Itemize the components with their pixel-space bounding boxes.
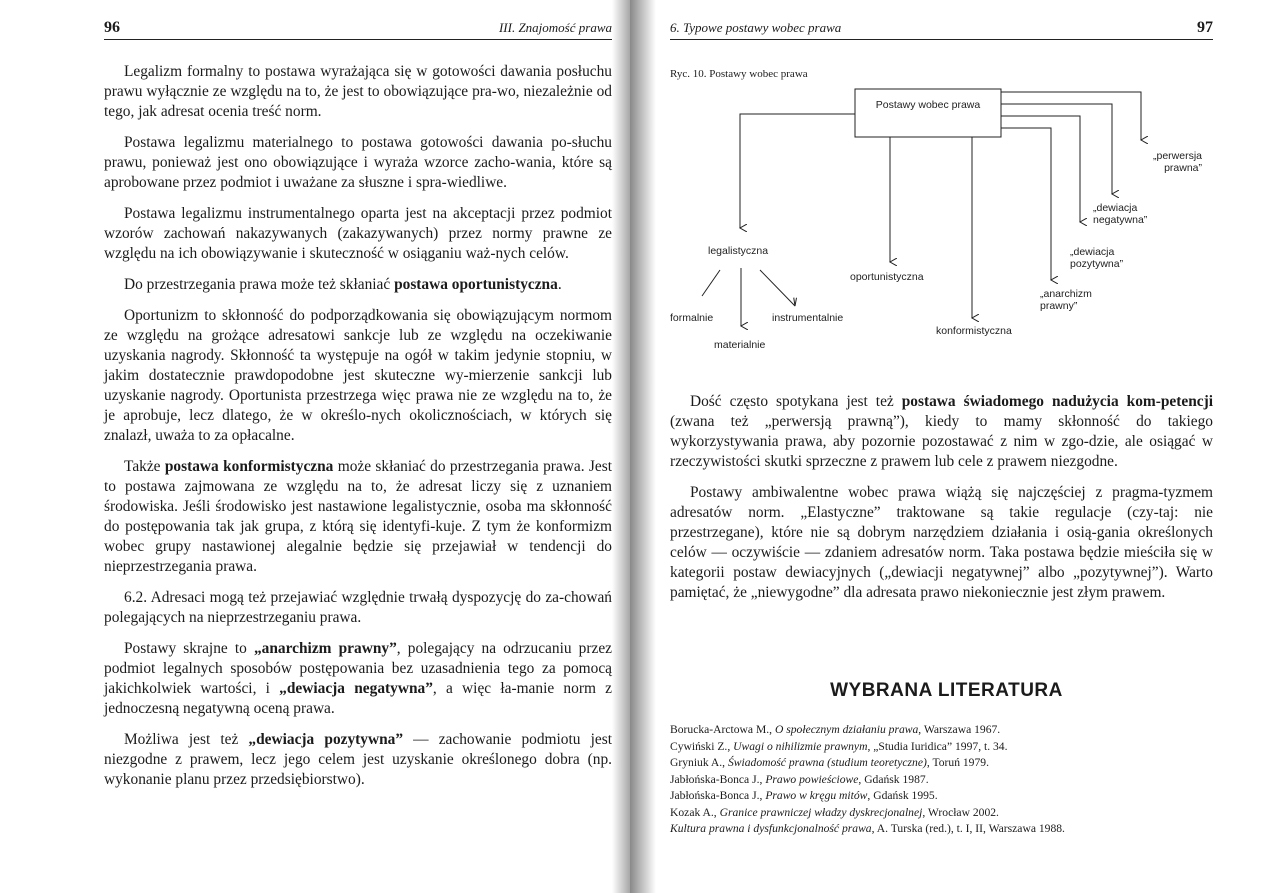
bib-title: Prawo w kręgu mitów: [765, 789, 868, 802]
bib-publication: , Warszawa 1967.: [918, 723, 1001, 736]
bib-title: Uwagi o nihilizmie prawnym: [733, 739, 868, 753]
diagram-root-label: Postawy wobec prawa: [875, 99, 981, 111]
bibliography-list: [670, 722, 1230, 838]
bib-publication: , Toruń 1979.: [926, 756, 989, 769]
figure-caption: Ryc. 10. Postawy wobec prawa: [670, 68, 808, 80]
bib-author: Borucka-Arctowa M.,: [670, 723, 775, 736]
diagram-node-materialnie: materialnie: [714, 339, 766, 351]
paragraph: Legalizm formalny to postawa wyrażająca się w gotowości dawania posłuchu prawu wyłącznie ze względu na to, że jest to obowiązujące pra-wo, niezależnie od tego, jak adresat ocenia treść norm.: [104, 63, 612, 120]
diagram-node-anarchizm: „anarchizm prawny”: [1040, 288, 1092, 312]
running-head: 6. Typowe postawy wobec prawa: [670, 20, 842, 35]
bibliography-entry: [670, 755, 1230, 772]
edge-formalnie: [702, 270, 720, 296]
bib-publication: , „Studia Iuridica” 1997, t. 34.: [867, 739, 1008, 753]
running-head: III. Znajomość prawa: [498, 20, 612, 35]
paragraph: Postawa legalizmu instrumentalnego oparta jest na akceptacji przez podmiot wzorów zachowań nakazywanych (zakazywanych) przez normy prawne ze względu na ich obowiązywanie i skuteczność w osiąganiu waż-nych celów.: [104, 205, 612, 262]
book-gutter-shadow: [630, 0, 656, 893]
page-number: 97: [1197, 19, 1213, 36]
left-body-text: [104, 62, 612, 801]
edge-legalistyczna: [740, 114, 855, 228]
bib-author: Jabłońska-Bonca J.,: [670, 789, 766, 802]
right-body-text: [670, 392, 1213, 614]
edge-dewiacja-pozytywna: [1001, 116, 1080, 222]
page-number: 96: [104, 19, 120, 36]
bib-author: Cywiński Z.,: [670, 739, 734, 753]
paragraph: Postawy skrajne to „anarchizm prawny”, polegający na odrzucaniu przez podmiot legalnych sposobów postępowania bez uzasadnienia tego za pomocą jakichkolwiek wartości, i „dewiacja negatywna”, a więc ła-manie norm z jednoczesną negatywną oceną prawa.: [104, 640, 612, 717]
bib-publication: , Gdańsk 1995.: [867, 789, 938, 802]
bibliography-entry: [670, 772, 1230, 789]
bib-author: Kozak A.,: [670, 805, 720, 819]
bibliography-entry: [670, 722, 1230, 739]
section-heading: WYBRANA LITERATURA: [830, 680, 1063, 701]
diagram-node-dewiacja-negatywna: „dewiacja negatywna”: [1093, 202, 1148, 226]
edge-instrumentalnie: [760, 270, 795, 306]
diagram-node-perwersja: „perwersja prawna”: [1152, 150, 1202, 174]
diagram-node-instrumentalnie: instrumentalnie: [772, 312, 844, 324]
diagram-node-formalnie: formalnie: [670, 312, 714, 324]
bib-author: Jabłońska-Bonca J.,: [670, 772, 766, 786]
paragraph: Do przestrzegania prawa może też skłaniać postawa oportunistyczna.: [124, 276, 562, 293]
paragraph: Oportunizm to skłonność do podporządkowania się obowiązującym normom ze względu na grożące adresatowi sankcje lub ze względu na oczekiwanie uzyskania nagrody. Skłonność ta występuje na ogół w takim jedynie stopniu, w jakim dostatecznie prawdopodobne jest skuteczne wy-mierzenie sankcji lub uzyskanie nagrody. Oportunista przestrzega więc prawa nie ze względu na to, że je aprobuje, lecz dlatego, że w określo-nych okolicznościach, w których się znalazł, uważa to za opłacalne.: [104, 307, 612, 444]
paragraph: Także postawa konformistyczna może skłaniać do przestrzegania prawa. Jest to postawa zajmowana ze względu na to, że adresat liczy się z uznaniem środowiska. Jeśli środowisko jest nastawione legalistycznie, osoba ma skłonność do postępowania tak jak grupa, z którą się identyfi-kuje. Z tym że konformizm wobec grupy nastawionej alegalnie będzie się przejawiał w tendencji do nieprzestrzegania prawa.: [104, 458, 612, 575]
bib-author: Gryniuk A.,: [670, 756, 728, 769]
bib-title: Prawo powieściowe: [765, 772, 859, 786]
edge-dewiacja-negatywna: [1001, 104, 1112, 194]
bib-publication: , A. Turska (red.), t. I, II, Warszawa 1988.: [871, 822, 1065, 835]
header-rule: [104, 39, 612, 40]
bib-title: Granice prawniczej władzy dyskrecjonalnej: [719, 805, 923, 819]
bibliography-entry: [670, 788, 1230, 805]
bibliography-entry: [670, 739, 1230, 756]
left-page: [0, 0, 630, 893]
bibliography-entry: [670, 821, 1230, 838]
diagram-node-konformistyczna: konformistyczna: [936, 325, 1012, 337]
root-box: [855, 89, 1001, 137]
attitudes-diagram: [630, 0, 1263, 380]
bib-publication: , Gdańsk 1987.: [858, 772, 929, 786]
paragraph: Możliwa jest też „dewiacja pozytywna” — zachowanie podmiotu jest niezgodne z prawem, lecz jego celem jest uzyskanie określonego dobra (np. wykonanie planu przez przedsiębiorstwo).: [104, 731, 612, 788]
book-gutter-shadow: [612, 0, 630, 893]
diagram-node-legalistyczna: legalistyczna: [708, 245, 769, 257]
bibliography-entry: [670, 805, 1230, 822]
paragraph: 6.2. Adresaci mogą też przejawiać względnie trwałą dyspozycję do za-chowań polegających na nieprzestrzeganiu prawa.: [104, 589, 612, 626]
paragraph: Postawy ambiwalentne wobec prawa wiążą się najczęściej z pragma-tyzmem adresatów norm. „Elastyczne” traktowane są takie regulacje (czy-taj: nie przestrzegane), które nie są dobrym narzędziem działania i osią-gania określonych celów — oczywiście — zdaniem adresatów norm. Taka postawa będzie mieściła się w kategorii postaw dewiacyjnych („dewiacji negatywnej” albo „pozytywnej”). Warto pamiętać, że „niewygodne” dla adresata prawo niekoniecznie jest złym prawem.: [670, 484, 1213, 601]
diagram-node-dewiacja-pozytywna: „dewiacja pozytywna”: [1070, 246, 1124, 270]
right-page: [630, 0, 1263, 893]
edge-anarchizm: [1001, 128, 1051, 280]
bib-publication: , Wrocław 2002.: [922, 805, 999, 819]
diagram-node-oportunistyczna: oportunistyczna: [850, 271, 924, 283]
bib-title: O społecznym działaniu prawa: [774, 723, 919, 736]
bib-title: Świadomość prawna (studium teoretyczne): [727, 756, 927, 769]
paragraph: Dość często spotykana jest też postawa świadomego nadużycia kom-petencji (zwana też „perwersją prawną”), kiedy to mamy skłonność do takiego wykorzystywania prawa, aby pozornie pozostawać z nim w zgo-dzie, ale osiągać w rzeczywistości skutki sprzeczne z prawem lub cele z prawem niezgodne.: [670, 393, 1213, 470]
bib-title: Kultura prawna i dysfunkcjonalność prawa: [670, 822, 872, 835]
paragraph: Postawa legalizmu materialnego to postawa gotowości dawania po-słuchu prawu, ponieważ jest ono obowiązujące i wyraża wzorce zacho-wania, które są aprobowane przez podmiot i uważane za słuszne i spra-wiedliwe.: [104, 134, 612, 191]
